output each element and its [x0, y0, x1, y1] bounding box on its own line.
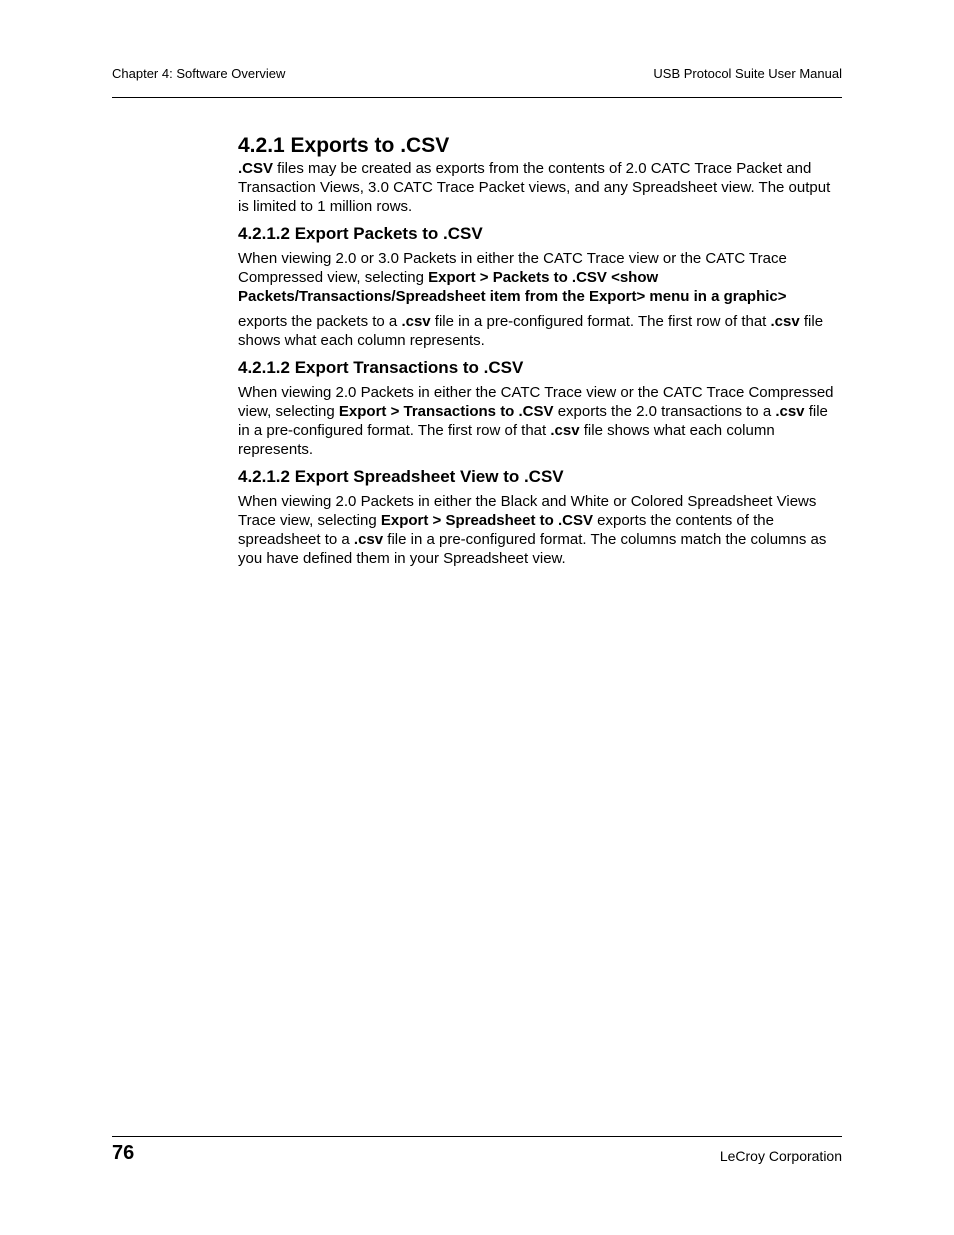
packets-paragraph-2	[238, 312, 842, 350]
bold-text: .csv	[550, 422, 580, 439]
body-text: exports the contents of the spreadsheet to a	[238, 512, 774, 548]
bold-text: .csv	[770, 313, 800, 330]
bold-text: .csv	[353, 531, 384, 548]
footer-divider	[112, 1136, 842, 1137]
section-intro	[238, 159, 842, 216]
bold-text: Export > Transactions to .CSV	[338, 403, 554, 420]
bold-text: Export > Packets to .CSV <show Packets/Transactions/Spreadsheet item from the Export> menu in a graphic>	[238, 269, 787, 305]
body-text: When viewing 2.0 or 3.0 Packets in either the CATC Trace view or the CATC Trace Compressed view, selecting	[238, 250, 787, 286]
spreadsheet-paragraph	[238, 492, 842, 568]
bold-text: Export > Spreadsheet to .CSV	[380, 512, 593, 529]
transactions-paragraph	[238, 383, 842, 459]
page-number: 76	[112, 1142, 135, 1164]
subsection-title-packets: 4.2.1.2 Export Packets to .CSV	[238, 224, 483, 243]
section-title: 4.2.1 Exports to .CSV	[238, 134, 450, 157]
body-text: file in a pre-configured format. The columns match the columns as you have defined them in your Spreadsheet view.	[238, 531, 827, 567]
bold-text: .CSV	[238, 160, 274, 177]
body-text: files may be created as exports from the contents of 2.0 CATC Trace Packet and Transaction Views, 3.0 CATC Trace Packet views, and any Spreadsheet view. The output is limited to 1 million rows.	[238, 160, 831, 215]
subsection-title-spreadsheet: 4.2.1.2 Export Spreadsheet View to .CSV	[238, 467, 564, 486]
body-text: file in a pre-configured format. The first row of that	[430, 313, 771, 330]
body-text: exports the packets to a	[238, 313, 402, 330]
chapter-title: Chapter 4: Software Overview	[112, 66, 286, 81]
bold-text: .csv	[775, 403, 805, 420]
page-content	[238, 133, 842, 568]
manual-title: USB Protocol Suite User Manual	[653, 66, 842, 81]
subsection-title-transactions: 4.2.1.2 Export Transactions to .CSV	[238, 358, 524, 377]
body-text: When viewing 2.0 Packets in either the Black and White or Colored Spreadsheet Views Trace view, selecting	[238, 493, 817, 529]
page-footer	[112, 1142, 842, 1172]
body-text: file in a pre-configured format. The first row of that	[238, 403, 828, 439]
bold-text: .csv	[401, 313, 431, 330]
company-name: LeCroy Corporation	[719, 1148, 842, 1164]
page-header	[112, 66, 842, 86]
body-text: file shows what each column represents.	[238, 422, 775, 458]
packets-paragraph-1	[238, 249, 842, 306]
body-text: When viewing 2.0 Packets in either the CATC Trace view or the CATC Trace Compressed view, selecting	[238, 384, 834, 420]
header-divider	[112, 97, 842, 98]
body-text: file shows what each column represents.	[238, 313, 824, 349]
body-text: exports the 2.0 transactions to a	[553, 403, 776, 420]
